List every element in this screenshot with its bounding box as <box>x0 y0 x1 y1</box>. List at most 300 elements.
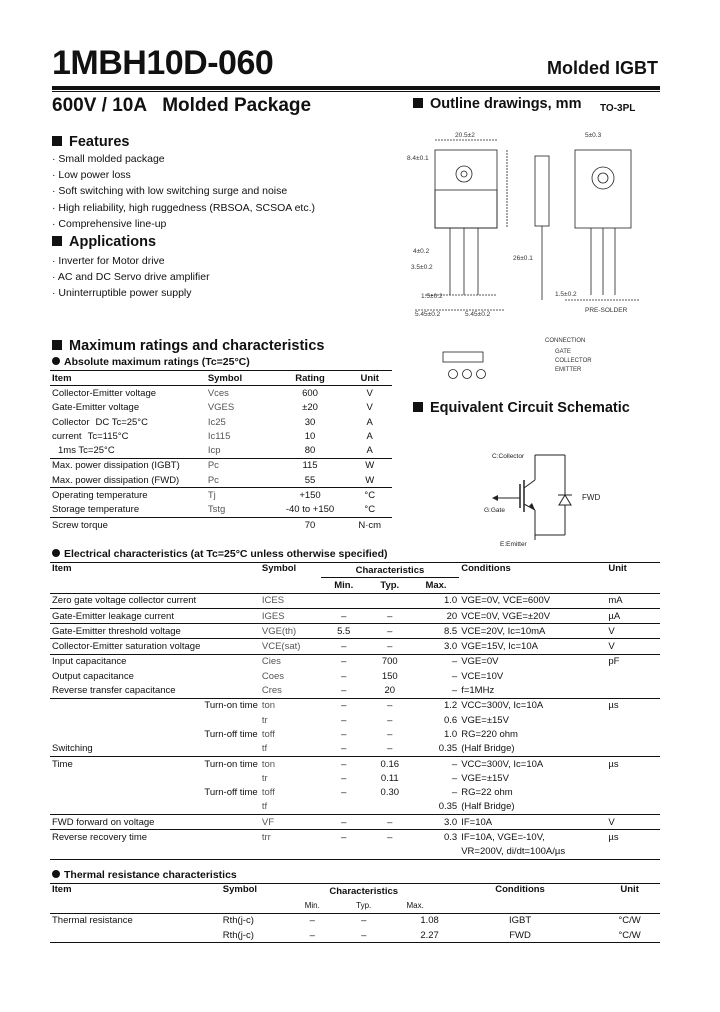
table-cell: +150 <box>299 490 321 502</box>
pin-emitter-icon <box>477 370 486 379</box>
table-cell <box>202 608 260 623</box>
thermal-table <box>50 883 660 943</box>
col-item: Item <box>52 372 72 384</box>
table-cell: – <box>387 743 393 755</box>
table-cell: 20 <box>384 685 396 697</box>
table-row <box>50 928 660 943</box>
table-cell: trr <box>261 831 271 843</box>
applications-list <box>52 253 210 302</box>
table-cell: – <box>341 787 347 799</box>
table-cell: – <box>341 758 347 770</box>
table-cell <box>50 473 206 488</box>
table-cell <box>367 800 413 815</box>
table-cell: Reverse recovery time <box>52 831 148 843</box>
table-row <box>50 727 660 741</box>
table-cell: Gate-Emitter threshold voltage <box>52 625 181 637</box>
list-item: · AC and DC Servo drive amplifier <box>52 269 210 285</box>
col-symbol: Symbol <box>261 563 297 574</box>
table-cell <box>202 815 260 830</box>
item-label: current <box>52 430 82 442</box>
item-label: Collector <box>52 416 90 428</box>
table-cell <box>606 683 660 698</box>
table-cell: f=1MHz <box>461 685 495 697</box>
table-cell: Turn-off time <box>204 728 258 740</box>
package-body-front <box>435 150 497 228</box>
table-cell: 0.11 <box>380 772 399 784</box>
table-cell: – <box>387 831 393 843</box>
table-cell: Vces <box>207 387 229 399</box>
table-cell: – <box>451 772 458 784</box>
table-row <box>50 639 660 654</box>
col-symbol: Symbol <box>207 372 243 384</box>
table-cell: – <box>387 625 393 637</box>
bullet-dot-icon <box>52 870 60 878</box>
item-label: Storage temperature <box>52 504 140 516</box>
table-cell: Turn-on time <box>204 700 258 712</box>
table-cell: VCC=300V, Ic=10A <box>461 700 544 712</box>
table-row <box>50 488 392 503</box>
table-cell: Pc <box>207 474 219 486</box>
collector-label: C:Collector <box>492 453 525 460</box>
table-cell: 700 <box>381 656 398 668</box>
table-header <box>50 563 660 578</box>
table-row <box>50 654 660 669</box>
table-row <box>50 473 392 488</box>
table-cell: – <box>361 915 367 927</box>
header-rule <box>52 86 660 90</box>
col-min: Min. <box>334 579 354 591</box>
max-ratings-body <box>50 386 392 532</box>
table-row <box>50 517 392 532</box>
table-row <box>50 800 660 815</box>
table-row <box>50 624 660 639</box>
table-cell: 20 <box>446 610 458 622</box>
table-cell <box>413 845 459 860</box>
table-cell: 150 <box>381 670 398 682</box>
electrical-subheading: Electrical characteristics (at Tc=25°C unless otherwise specified) <box>52 548 388 560</box>
bullet-square-icon <box>52 340 62 350</box>
table-cell: – <box>387 641 393 653</box>
table-cell: Collector-Emitter saturation voltage <box>52 641 201 653</box>
equivalent-heading: Equivalent Circuit Schematic <box>413 400 630 416</box>
features-list <box>52 151 315 232</box>
pin-gate-icon <box>449 370 458 379</box>
table-cell <box>260 845 321 860</box>
table-row <box>50 503 392 518</box>
list-item: · Uninterruptible power supply <box>52 285 210 301</box>
table-cell: ±20 <box>302 402 318 414</box>
dim-label: PRE-SOLDER <box>585 307 628 314</box>
table-cell: – <box>387 816 393 828</box>
col-max: Max. <box>425 579 447 591</box>
emitter-label: E:Emitter <box>500 541 527 548</box>
list-item: · Comprehensive line-up <box>52 216 315 232</box>
table-cell <box>50 503 206 518</box>
table-cell: Switching <box>52 743 93 755</box>
table-row <box>50 830 660 845</box>
table-cell: 80 <box>304 445 316 457</box>
table-cell: VGE=0V <box>461 656 499 668</box>
table-cell: µA <box>608 610 621 622</box>
item-condition: Tc=115°C <box>87 430 129 442</box>
table-row <box>50 756 660 771</box>
table-cell: Icp <box>207 445 221 457</box>
table-cell <box>606 727 660 741</box>
table-cell: mA <box>608 595 623 607</box>
table-row <box>50 593 660 608</box>
table-cell: VCE(sat) <box>261 641 301 653</box>
dim-label: 26±0.1 <box>513 255 533 262</box>
table-row <box>50 713 660 727</box>
table-header <box>50 371 392 386</box>
table-cell: 0.35 <box>438 801 458 813</box>
table-cell: V <box>608 816 615 828</box>
table-cell: VGE(th) <box>261 625 297 637</box>
table-cell: VR=200V, di/dt=100A/µs <box>461 846 566 858</box>
dim-label: 4±0.2 <box>413 248 430 255</box>
table-cell: toff <box>261 728 275 740</box>
table-cell: 2.27 <box>420 929 439 941</box>
col-typ: Typ. <box>380 579 400 591</box>
table-cell: – <box>341 728 347 740</box>
table-cell: Ic115 <box>207 430 231 442</box>
table-cell: – <box>451 656 458 668</box>
table-cell <box>202 800 260 815</box>
mounting-hole-back <box>592 167 614 189</box>
table-cell: 1.08 <box>420 915 439 927</box>
table-cell: µs <box>608 700 619 712</box>
connection-item: GATE <box>555 349 571 355</box>
table-cell: – <box>451 787 458 799</box>
dim-label: 5.45±0.2 <box>465 311 491 318</box>
table-cell <box>50 488 206 503</box>
table-cell <box>606 771 660 785</box>
table-row <box>50 785 660 799</box>
table-cell: Thermal resistance <box>52 915 133 927</box>
col-symbol: Symbol <box>222 884 258 895</box>
table-cell: Reverse transfer capacitance <box>52 685 176 697</box>
table-cell: 30 <box>304 416 316 428</box>
table-cell: – <box>451 670 458 682</box>
table-cell: – <box>341 670 347 682</box>
col-min: Min. <box>304 900 320 910</box>
fwd-label: FWD <box>582 493 601 502</box>
table-row <box>50 913 660 928</box>
table-cell: V <box>366 402 373 414</box>
table-cell: (Half Bridge) <box>461 801 515 813</box>
igbt-collector-lead <box>524 480 535 488</box>
table-row <box>50 386 392 401</box>
table-cell <box>50 458 206 473</box>
table-cell <box>50 845 202 860</box>
outline-heading: Outline drawings, mm <box>413 96 581 112</box>
item-label: Screw torque <box>52 519 108 531</box>
table-cell: Time <box>52 758 73 770</box>
table-row <box>50 401 392 415</box>
item-label: Collector-Emitter voltage <box>52 387 157 399</box>
table-cell: A <box>366 445 373 457</box>
applications-heading: Applications <box>52 234 156 250</box>
table-cell: N·cm <box>358 519 382 531</box>
table-cell: 3.0 <box>443 641 458 653</box>
table-cell: 600 <box>302 387 318 399</box>
table-cell: Rth(j-c) <box>222 929 254 941</box>
table-cell: – <box>387 610 393 622</box>
col-max: Max. <box>406 900 424 910</box>
table-cell: 1.0 <box>443 595 458 607</box>
table-cell <box>202 639 260 654</box>
outline-drawing <box>405 120 660 380</box>
features-heading: Features <box>52 134 129 150</box>
table-cell <box>50 727 202 741</box>
table-cell: – <box>387 714 393 726</box>
list-item: · High reliability, high ruggedness (RBSOA, SCSOA etc.) <box>52 200 315 216</box>
table-cell: Turn-on time <box>204 758 258 770</box>
table-cell <box>367 593 413 608</box>
table-cell: IF=10A <box>461 816 493 828</box>
table-cell <box>202 830 260 845</box>
table-cell: 115 <box>302 460 318 472</box>
col-unit: Unit <box>360 372 379 384</box>
thermal-subheading: Thermal resistance characteristics <box>52 869 237 881</box>
table-cell: FWD <box>509 929 531 941</box>
table-cell: 55 <box>304 474 316 486</box>
table-cell: ton <box>261 700 276 712</box>
dim-label: 5.45±0.2 <box>415 311 441 318</box>
table-cell <box>367 845 413 860</box>
table-cell <box>50 443 206 458</box>
table-cell: VCE=10V <box>461 670 504 682</box>
table-cell: VCC=300V, Ic=10A <box>461 758 544 770</box>
table-cell <box>50 771 202 785</box>
table-cell: – <box>451 758 458 770</box>
bullet-dot-icon <box>52 357 60 365</box>
table-row <box>50 443 392 458</box>
table-cell <box>50 800 202 815</box>
table-cell: (Half Bridge) <box>461 743 515 755</box>
bullet-square-icon <box>52 136 62 146</box>
table-cell: °C/W <box>618 915 641 927</box>
bullet-square-icon <box>413 98 423 108</box>
item-label: Max. power dissipation (FWD) <box>52 474 180 486</box>
table-cell: Rth(j-c) <box>222 915 254 927</box>
emitter-arrow-icon <box>529 503 535 510</box>
table-cell: IGBT <box>508 915 532 927</box>
package-lower <box>435 190 497 228</box>
table-cell: – <box>341 656 347 668</box>
diode-icon <box>559 495 571 505</box>
header-rule-thin <box>52 91 660 92</box>
table-cell: VGE=15V, Ic=10A <box>461 641 538 653</box>
list-item: · Low power loss <box>52 167 315 183</box>
electrical-table <box>50 562 660 860</box>
table-cell: A <box>366 430 373 442</box>
table-cell: Ic25 <box>207 416 226 428</box>
table-cell: Tj <box>207 490 216 502</box>
dim-label: 5±0.3 <box>585 132 602 139</box>
table-cell: FWD forward on voltage <box>52 816 155 828</box>
table-cell: – <box>341 610 347 622</box>
table-cell: toff <box>261 787 275 799</box>
table-cell: Gate-Emitter leakage current <box>52 610 174 622</box>
table-cell: V <box>608 641 615 653</box>
table-row <box>50 429 392 443</box>
table-cell: °C/W <box>618 929 641 941</box>
list-item: · Soft switching with low switching surge and noise <box>52 183 315 199</box>
table-cell: -40 to +150 <box>285 504 335 516</box>
table-cell: VCE=20V, Ic=10mA <box>461 625 546 637</box>
table-cell <box>202 683 260 698</box>
table-cell: RG=220 ohm <box>461 728 518 740</box>
table-row <box>50 458 392 473</box>
table-cell: 0.16 <box>380 758 400 770</box>
table-cell: VGE=±15V <box>461 772 509 784</box>
table-cell <box>50 785 202 799</box>
table-cell: VCE=0V, VGE=±20V <box>461 610 551 622</box>
max-ratings-heading: Maximum ratings and characteristics <box>52 338 324 354</box>
table-cell <box>202 654 260 669</box>
table-cell: – <box>341 772 347 784</box>
table-cell: – <box>309 915 315 927</box>
table-cell: Cies <box>261 656 281 668</box>
table-cell: ton <box>261 758 276 770</box>
device-type: Molded IGBT <box>547 58 658 78</box>
col-item: Item <box>52 884 72 895</box>
dim-label: 3.5±0.2 <box>411 264 433 271</box>
max-ratings-table <box>50 370 392 532</box>
dim-label: 20.5±2 <box>455 132 475 139</box>
table-cell: tr <box>261 714 268 726</box>
table-cell: ICES <box>261 595 285 607</box>
table-cell <box>606 785 660 799</box>
table-cell <box>202 742 260 757</box>
table-cell: – <box>341 714 347 726</box>
mounting-hole <box>456 166 472 182</box>
bullet-dot-icon <box>52 549 60 557</box>
item-label: Operating temperature <box>52 490 148 502</box>
table-cell: RG=22 ohm <box>461 787 513 799</box>
abs-max-subheading: Absolute maximum ratings (Tc=25°C) <box>52 356 250 368</box>
table-cell: – <box>361 929 367 941</box>
table-cell: – <box>341 700 347 712</box>
connection-item: EMITTER <box>555 367 582 373</box>
table-cell <box>206 517 273 532</box>
table-cell: °C <box>364 504 376 516</box>
table-cell: W <box>365 460 375 472</box>
mounting-hole-inner <box>461 171 467 177</box>
package-body-side <box>535 156 549 226</box>
table-cell <box>50 429 206 443</box>
col-characteristics: Characteristics <box>329 885 399 897</box>
table-cell <box>50 928 221 943</box>
table-cell: IF=10A, VGE=-10V, <box>461 831 545 843</box>
table-cell: tf <box>261 743 268 755</box>
electrical-body <box>50 593 660 859</box>
table-cell: VGES <box>207 402 235 414</box>
table-row <box>50 608 660 623</box>
table-cell: Zero gate voltage collector current <box>52 595 197 607</box>
bullet-square-icon <box>52 236 62 246</box>
connection-item: COLLECTOR <box>555 358 592 364</box>
table-cell <box>202 771 260 785</box>
table-cell <box>202 593 260 608</box>
col-conditions: Conditions <box>461 563 511 574</box>
table-cell: – <box>341 641 347 653</box>
table-cell <box>606 669 660 683</box>
table-cell: 3.0 <box>443 816 458 828</box>
col-typ: Typ. <box>356 900 372 910</box>
item-condition: DC Tc=25°C <box>95 416 148 428</box>
mounting-hole-back-inner <box>598 173 608 183</box>
col-unit: Unit <box>608 563 627 574</box>
table-cell: tf <box>261 801 268 813</box>
table-cell: – <box>309 929 315 941</box>
table-cell: Coes <box>261 670 285 682</box>
table-cell: VF <box>261 816 275 828</box>
table-cell <box>321 800 367 815</box>
table-cell: V <box>366 387 373 399</box>
table-cell <box>321 845 367 860</box>
table-cell: A <box>366 416 373 428</box>
table-cell: Tstg <box>207 504 226 516</box>
table-cell: W <box>365 474 375 486</box>
thermal-body <box>50 913 660 943</box>
dim-label: 1.5±0.2 <box>555 291 577 298</box>
table-cell: µs <box>608 831 619 843</box>
table-cell: VGE=0V, VCE=600V <box>461 595 551 607</box>
part-number: 1MBH10D-060 <box>52 44 274 82</box>
table-cell: IGES <box>261 610 285 622</box>
table-cell <box>606 845 660 860</box>
table-cell <box>202 845 260 860</box>
table-cell: VGE=±15V <box>461 714 509 726</box>
table-cell: Cres <box>261 685 282 697</box>
bullet-square-icon <box>413 402 423 412</box>
table-cell: tr <box>261 772 268 784</box>
table-cell <box>50 713 202 727</box>
table-cell <box>50 698 202 713</box>
table-cell <box>202 624 260 639</box>
table-header <box>50 884 660 899</box>
table-cell: – <box>341 831 347 843</box>
dim-label: 8.4±0.1 <box>407 155 429 162</box>
table-row <box>50 698 660 713</box>
pin-collector-icon <box>463 370 472 379</box>
table-row <box>50 415 392 429</box>
table-cell <box>606 742 660 757</box>
item-label: Max. power dissipation (IGBT) <box>52 460 180 472</box>
col-conditions: Conditions <box>495 884 545 895</box>
table-cell: – <box>387 700 393 712</box>
table-cell <box>202 713 260 727</box>
equivalent-circuit <box>470 440 640 550</box>
table-cell: 0.35 <box>438 743 458 755</box>
table-row <box>50 815 660 830</box>
table-cell: 8.5 <box>443 625 458 637</box>
table-cell: – <box>341 816 347 828</box>
item-condition: 1ms Tc=25°C <box>58 445 115 457</box>
table-row <box>50 742 660 757</box>
col-rating: Rating <box>295 372 325 384</box>
table-cell: Turn-off time <box>204 787 258 799</box>
table-row <box>50 669 660 683</box>
table-cell <box>321 593 367 608</box>
table-cell <box>606 800 660 815</box>
table-cell: 0.30 <box>380 787 400 799</box>
table-cell <box>202 669 260 683</box>
table-cell: °C <box>364 490 376 502</box>
table-cell: V <box>608 625 615 637</box>
